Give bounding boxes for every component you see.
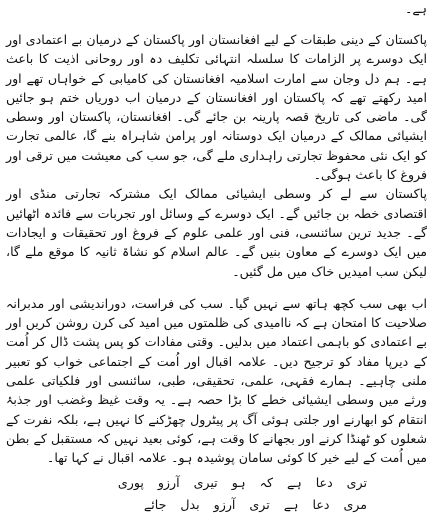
paragraph-3: اب بھی سب کچھ ہاتھ سے نہیں گیا۔ سب کی فراست، دوراندیشی اور مدبرانہ صلاحیت کا امتحان ہے کہ ناامیدی کی ظلمتوں میں امید کی کرن روشن کریں اور بے اعتمادی کو باہمی اعتماد میں بدلیں۔ وقتی مفادات کو پس پشت ڈال کر اُمت کے دیرپا مفاد کو ترجیح دیں۔ علامہ اقبال اور اُمت کے اجتماعی خواب کو تعبیر ملنی چاہیے۔ ہمارے فقہی، علمی، تحقیقی، طبی، سائنسی اور فلکیاتی علمی ورثے میں وسطی ایشیائی خطے کا بڑا حصہ ہے۔ یہ وقت غیظ وغضب اور جذبۂ انتقام کو ابھارنے اور جلتی ہوئی آگ پر پیٹرول چھڑکنے کا نہیں ہے، بلکہ نفرت کے شعلوں کو ٹھنڈا کرنے اور بجھانے کا وقت ہے، کوئی بعید نہیں کہ مستقبل کے بطن میں اُمت کے لیے خیر کا کوئی سامان پوشیدہ ہو۔ علامہ اقبال نے کہا تھا۔ — [6, 295, 427, 466]
paragraph-2: پاکستان سے لے کر وسطی ایشیائی ممالک ایک مشترکہ تجارتی منڈی اور اقتصادی خطہ بن جائیں گے۔ ایک دوسرے کے وسائل اور تجربات سے فائدہ اٹھائیں گے۔ جدید ترین سائنسی، فنی اور علمی علوم کے فروغ اور تحقیقات و ایجادات میں ایک دوسرے کے معاون بنیں گے۔ عالم اسلام کو نشاۃ ثانیہ کا موقع ملے گا، لیکن سب امیدیں خاک میں مل گئیں۔ — [6, 186, 427, 279]
continued-text-fragment: ہے۔ — [405, 1, 427, 16]
poetry-couplet — [6, 472, 427, 516]
verse-line-1: تری دعا ہے کہ ہو تیری آرزو پوری — [117, 474, 367, 490]
verse-line-2: مری دعا ہے تری آرزو بدل جائے — [143, 496, 367, 512]
paragraph-1: پاکستان کے دینی طبقات کے لیے افغانستان اور پاکستان کے درمیان بے اعتمادی اور ایک دوسرے پر الزامات کا سلسلہ انتہائی تکلیف دہ اور روحانی اذیت کا باعث ہے۔ ہم دل وجان سے امارت اسلامیہ افغانستان کی کامیابی کے خواہاں تھے اور امید رکھتے تھے کہ پاکستان اور افغانستان کے درمیان اب دوریاں ختم ہو جائیں گی۔ ماضی کی تاریخ قصہ پارینہ بن جائے گی۔ افغانستان، پاکستان اور وسطی ایشیائی ممالک کے درمیان ایک دوستانہ اور پرامن شاہراہ بنے گا، عالمی تجارت کو ایک نئی محفوظ تجارتی راہداری ملے گی، جو سب کی معیشت میں ترقی اور فروغ کا باعث ہوگی۔ — [6, 32, 427, 183]
